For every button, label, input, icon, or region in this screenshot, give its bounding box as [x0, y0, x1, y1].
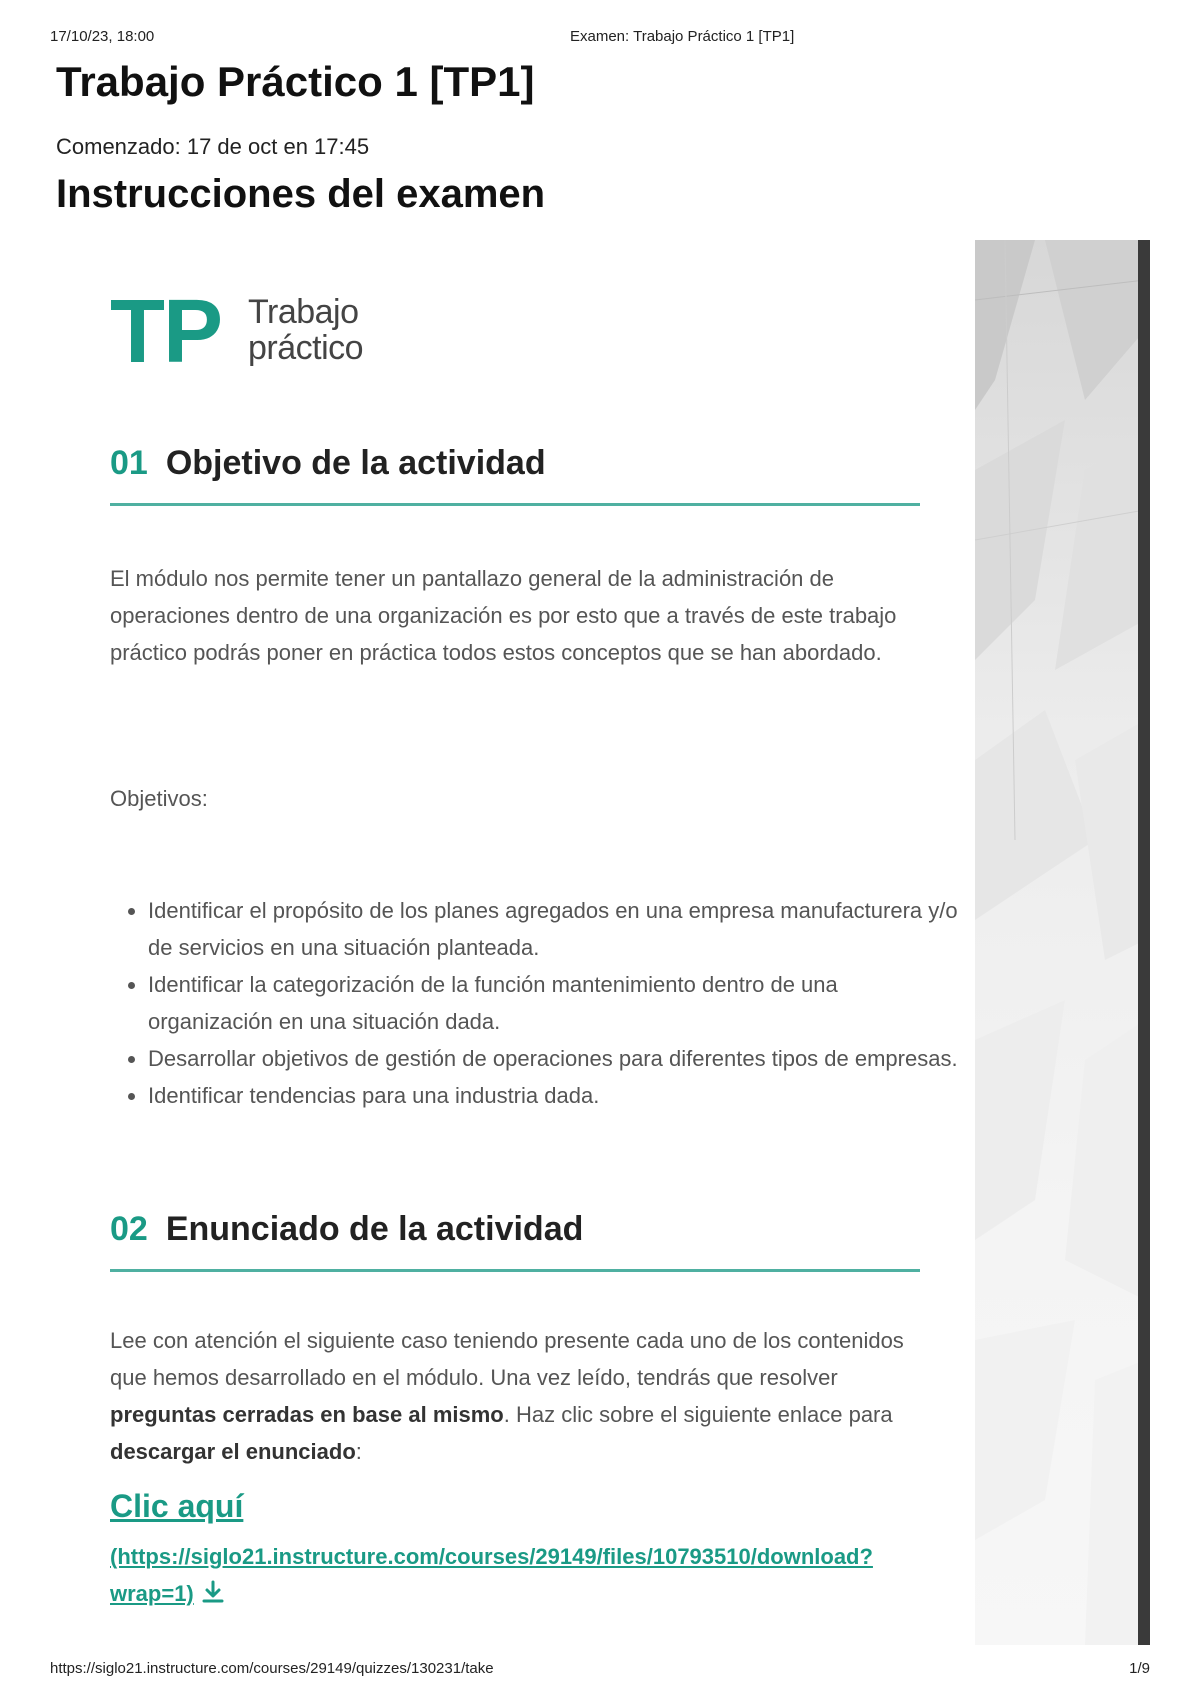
print-footer: [50, 1660, 1150, 1680]
decorative-side-image: [975, 240, 1145, 1645]
side-scroll-bar: [1138, 240, 1150, 1645]
instructions-heading: Instrucciones del examen: [56, 172, 546, 216]
list-item: • Identificar tendencias para una industria dada.: [148, 1077, 958, 1114]
enunciado-paragraph: [110, 1322, 920, 1470]
enunciado-bold-b: descargar el enunciado: [110, 1439, 356, 1464]
enunciado-text-b: . Haz clic sobre el siguiente enlace para: [503, 1402, 893, 1427]
enunciado-text-c: :: [355, 1439, 362, 1464]
print-footer-url: https://siglo21.instructure.com/courses/29149/quizzes/130231/take: [50, 1660, 494, 1677]
section-title: Objetivo de la actividad: [165, 444, 546, 482]
print-page-title: Examen: Trabajo Práctico 1 [TP1]: [570, 28, 795, 45]
list-item: • Identificar la categorización de la función mantenimiento dentro de una organización en una situación dada.: [148, 966, 958, 1040]
section-title: Enunciado de la actividad: [165, 1210, 584, 1248]
clic-aqui-link[interactable]: Clic aquí: [110, 1488, 244, 1524]
started-timestamp: Comenzado: 17 de oct en 17:45: [56, 134, 370, 159]
tp-logo-words: [248, 294, 363, 366]
list-item: • Desarrollar objetivos de gestión de operaciones para diferentes tipos de empresas.: [148, 1040, 958, 1077]
enunciado-bold-a: preguntas cerradas en base al mismo: [110, 1402, 504, 1427]
section-number: 02: [110, 1210, 148, 1248]
objective-paragraph: El módulo nos permite tener un pantallazo general de la administración de operaciones dentro de una organización es por esto que a través de este trabajo práctico podrás poner en práctica todos estos conceptos que se han abordado.: [110, 566, 897, 665]
tp-logo-line1: Trabajo: [248, 293, 359, 331]
print-datetime: 17/10/23, 18:00: [50, 28, 155, 45]
page-number: 1/9: [1129, 1660, 1150, 1677]
tp-logo-line2: práctico: [248, 329, 364, 367]
objectives-label: Objetivos:: [110, 786, 208, 811]
enunciado-text-a: Lee con atención el siguiente caso teniendo presente cada uno de los contenidos que hemos desarrollado en el módulo. Una vez leído, tendrás que resolver: [110, 1328, 904, 1390]
list-item: • Identificar el propósito de los planes agregados en una empresa manufacturera y/o de servicios en una situación planteada.: [148, 892, 958, 966]
download-link[interactable]: [110, 1538, 910, 1616]
print-header: [50, 28, 1150, 48]
section-number: 01: [110, 444, 148, 482]
objectives-list: [110, 892, 958, 1114]
download-icon[interactable]: [200, 1579, 226, 1616]
download-link-url[interactable]: (https://siglo21.instructure.com/courses/29149/files/10793510/download?wrap=1): [110, 1544, 873, 1606]
tp-logo-letters: TP: [110, 282, 222, 382]
section-heading-objetivo: [110, 444, 920, 506]
quiz-title: Trabajo Práctico 1 [TP1]: [56, 58, 535, 105]
section-heading-enunciado: [110, 1210, 920, 1272]
